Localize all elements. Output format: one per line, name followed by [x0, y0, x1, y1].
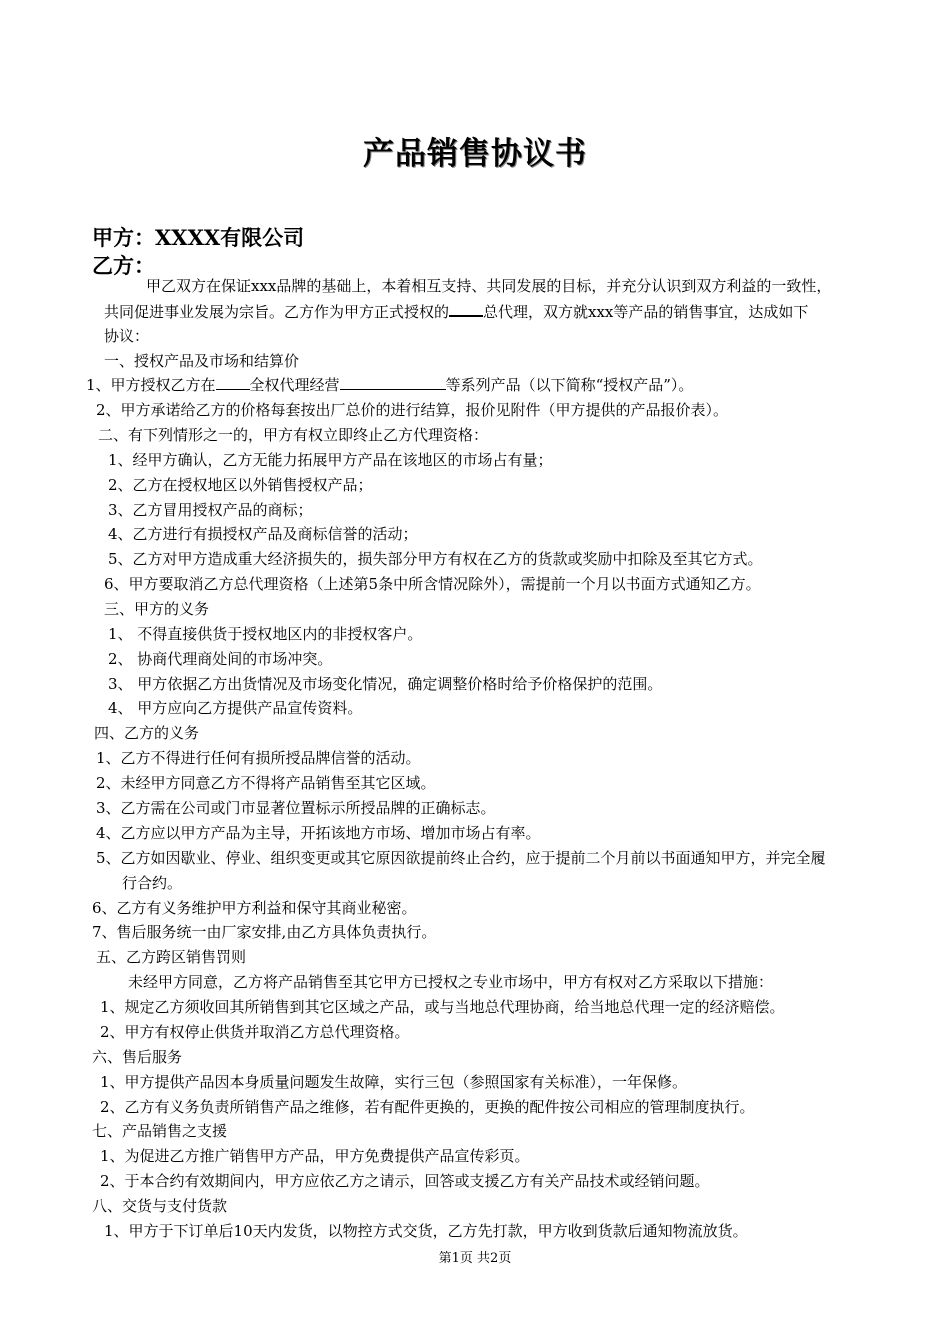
section-1-item-1-mid: 全权代理经营: [249, 376, 340, 394]
section-1-heading: 一、授权产品及市场和结算价: [104, 352, 300, 370]
section-4-item-1: 1、乙方不得进行任何有损所授品牌信誉的活动。: [96, 749, 421, 767]
section-3-heading: 三、甲方的义务: [104, 600, 210, 618]
section-5-item-1: 1、规定乙方须收回其所销售到其它区域之产品，或与当地总代理协商，给当地总代理一定的经济赔偿。: [100, 998, 785, 1016]
section-5-item-2: 2、甲方有权停止供货并取消乙方总代理资格。: [100, 1023, 410, 1041]
section-5-heading: 五、乙方跨区销售罚则: [96, 948, 247, 966]
product-blank: [340, 375, 446, 390]
section-6-item-2: 2、乙方有义务负责所销售产品之维修，若有配件更换的，更换的配件按公司相应的管理制度执行。: [100, 1098, 755, 1116]
section-4-item-4: 4、乙方应以甲方产品为主导，开拓该地方市场、增加市场占有率。: [96, 824, 541, 842]
section-5-intro: 未经甲方同意，乙方将产品销售至其它甲方已授权之专业市场中，甲方有权对乙方采取以下措施：: [128, 973, 774, 991]
section-4-item-5-cont: 行合约。: [122, 874, 183, 892]
agency-level-blank: [449, 301, 483, 317]
party-a: 甲方：XXXX有限公司: [92, 225, 305, 250]
intro-line-2-end: 总代理，双方就xxx等产品的销售事宜，达成如下: [483, 303, 809, 321]
section-4-item-3: 3、乙方需在公司或门市显著位置标示所授品牌的正确标志。: [96, 799, 496, 817]
section-3-item-2: 2、 协商代理商处间的市场冲突。: [108, 650, 333, 668]
section-7-item-2: 2、于本合约有效期间内，甲方应依乙方之请示，回答或支援乙方有关产品技术或经销问题。: [100, 1172, 710, 1190]
region-blank: [216, 375, 250, 390]
section-8-heading: 八、交货与支付货款: [92, 1197, 228, 1215]
section-6-item-1: 1、甲方提供产品因本身质量问题发生故障，实行三包（参照国家有关标准），一年保修。: [100, 1073, 688, 1091]
section-1-item-1-start: 1、甲方授权乙方在: [86, 376, 216, 394]
section-2-item-6: 6、甲方要取消乙方总代理资格（上述第5条中所含情况除外），需提前一个月以书面方式通知乙方。: [104, 575, 761, 593]
section-6-heading: 六、售后服务: [92, 1048, 183, 1066]
section-3-item-3: 3、 甲方依据乙方出货情况及市场变化情况，确定调整价格时给予价格保护的范围。: [108, 675, 663, 693]
section-2-heading: 二、有下列情形之一的，甲方有权立即终止乙方代理资格：: [98, 426, 489, 444]
intro-line-2: [104, 301, 808, 322]
section-2-item-2: 2、乙方在授权地区以外销售授权产品；: [108, 476, 373, 494]
section-1-item-2: 2、甲方承诺给乙方的价格每套按出厂总价的进行结算，报价见附件（甲方提供的产品报价表）。: [96, 401, 729, 419]
section-3-item-1: 1、 不得直接供货于授权地区内的非授权客户。: [108, 625, 423, 643]
section-4-heading: 四、乙方的义务: [94, 724, 200, 742]
section-4-item-5: 5、乙方如因歇业、停业、组织变更或其它原因欲提前终止合约，应于提前二个月前以书面通知甲方，并完全履: [96, 849, 826, 867]
section-2-item-1: 1、经甲方确认，乙方无能力拓展甲方产品在该地区的市场占有量；: [108, 451, 553, 469]
section-8-item-1: 1、甲方于下订单后10天内发货，以物控方式交货，乙方先打款，甲方收到货款后通知物流放货。: [104, 1222, 748, 1240]
section-1-item-1-end: 等系列产品（以下简称“授权产品”）。: [445, 376, 694, 394]
section-4-item-7: 7、售后服务统一由厂家安排,由乙方具体负责执行。: [92, 923, 437, 941]
section-2-item-5: 5、乙方对甲方造成重大经济损失的，损失部分甲方有权在乙方的货款或奖励中扣除及至其它方式。: [108, 550, 763, 568]
intro-line-2-start: 共同促进事业发展为宗旨。乙方作为甲方正式授权的: [104, 303, 450, 321]
page-number-footer: 第1页 共2页: [438, 1251, 512, 1266]
section-4-item-2: 2、未经甲方同意乙方不得将产品销售至其它区域。: [96, 774, 436, 792]
document-title: 产品销售协议书: [363, 136, 587, 172]
section-1-item-1: [86, 375, 693, 395]
section-3-item-4: 4、 甲方应向乙方提供产品宣传资料。: [108, 699, 363, 717]
party-b: 乙方：: [92, 253, 155, 278]
intro-line-1: 甲乙双方在保证xxx品牌的基础上，本着相互支持、共同发展的目标，并充分认识到双方利益的一致性，: [146, 277, 832, 295]
section-2-item-4: 4、乙方进行有损授权产品及商标信誉的活动；: [108, 525, 418, 543]
intro-line-3: 协议：: [104, 327, 150, 345]
section-4-item-6: 6、乙方有义务维护甲方利益和保守其商业秘密。: [92, 899, 417, 917]
section-7-item-1: 1、为促进乙方推广销售甲方产品，甲方免费提供产品宣传彩页。: [100, 1147, 530, 1165]
section-7-heading: 七、产品销售之支援: [92, 1122, 228, 1140]
section-2-item-3: 3、乙方冒用授权产品的商标；: [108, 501, 313, 519]
